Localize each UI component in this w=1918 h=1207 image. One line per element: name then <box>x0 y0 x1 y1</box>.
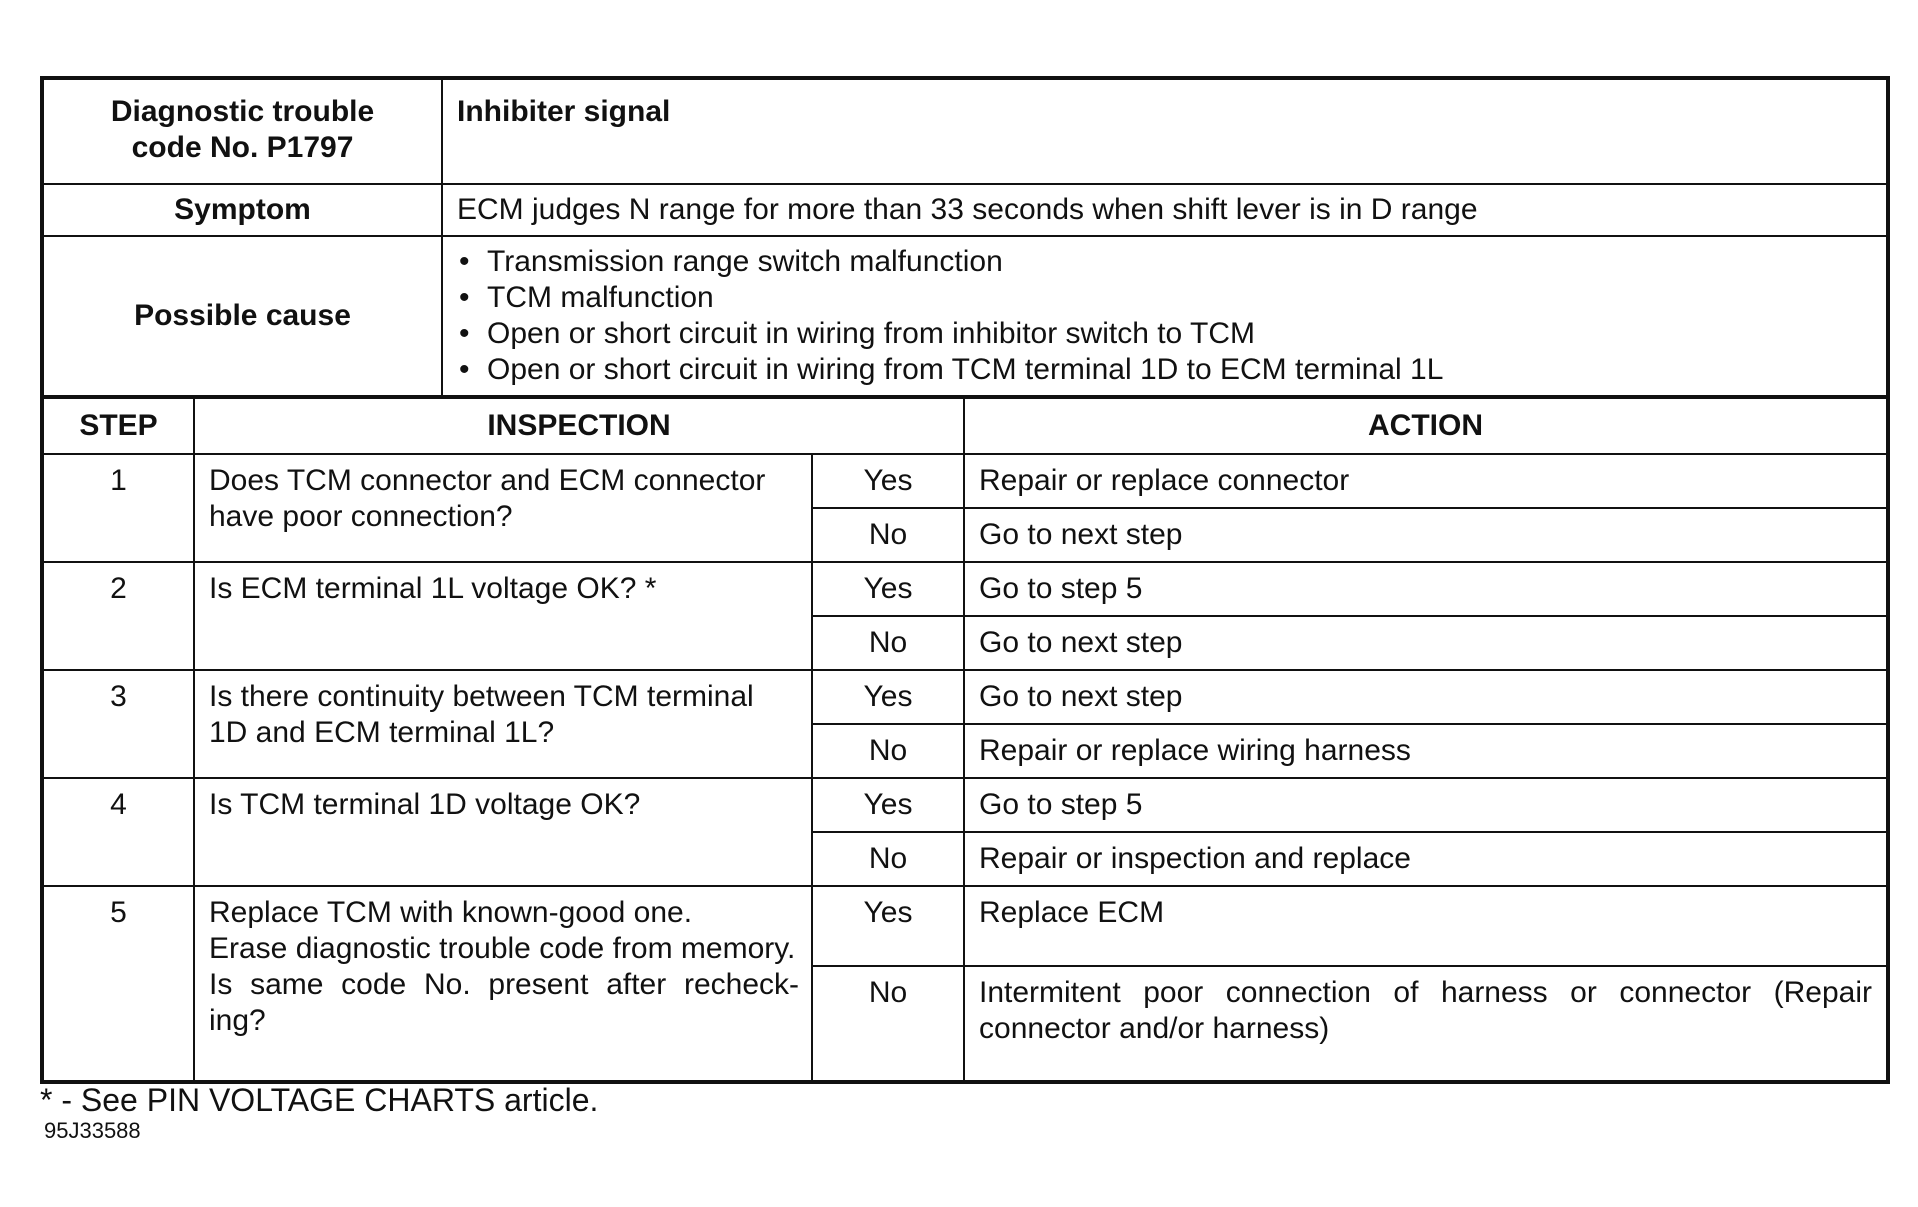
dtc-value: Inhibiter signal <box>442 78 1888 184</box>
yes-label: Yes <box>812 454 964 508</box>
footnote: * - See PIN VOLTAGE CHARTS article. <box>40 1082 599 1118</box>
step-number: 2 <box>42 562 194 670</box>
figure-id: 95J33588 <box>44 1118 141 1143</box>
yes-label: Yes <box>812 886 964 966</box>
inspection-text <box>194 886 812 1082</box>
steps-header-row <box>42 398 1888 454</box>
cause-item: • Transmission range switch malfunction <box>457 244 1872 280</box>
inspection-text: Is ECM terminal 1L voltage OK? * <box>194 562 812 670</box>
yes-action: Repair or replace connector <box>964 454 1888 508</box>
inspection-text: Is there continuity between TCM terminal 1D and ECM terminal 1L? <box>194 670 812 778</box>
symptom-row <box>42 184 1888 236</box>
column-header-inspection: INSPECTION <box>194 398 964 454</box>
cause-item: • Open or short circuit in wiring from inhibitor switch to TCM <box>457 316 1872 352</box>
no-action: Repair or replace wiring harness <box>964 724 1888 778</box>
no-label: No <box>812 832 964 886</box>
diagnostic-chart <box>40 76 1890 1084</box>
yes-action: Go to step 5 <box>964 778 1888 832</box>
no-action: Go to next step <box>964 616 1888 670</box>
table-row <box>42 886 1888 966</box>
no-label: No <box>812 724 964 778</box>
no-label: No <box>812 966 964 1082</box>
inspection-text: Does TCM connector and ECM connector have poor connection? <box>194 454 812 562</box>
step-number: 5 <box>42 886 194 1082</box>
symptom-label: Symptom <box>42 184 442 236</box>
dtc-header-table <box>40 76 1890 397</box>
dtc-row <box>42 78 1888 184</box>
no-action: Intermitent poor connection of harness or connector (Repair connector and/or harness) <box>964 966 1888 1082</box>
symptom-value: ECM judges N range for more than 33 seconds when shift lever is in D range <box>442 184 1888 236</box>
column-header-step: STEP <box>42 398 194 454</box>
yes-action: Replace ECM <box>964 886 1888 966</box>
table-row <box>42 562 1888 616</box>
step-number: 4 <box>42 778 194 886</box>
table-row <box>42 454 1888 508</box>
yes-action: Go to step 5 <box>964 562 1888 616</box>
inspection-line: Is same code No. present after recheck-ing? <box>209 968 799 1037</box>
cause-item: • TCM malfunction <box>457 280 1872 316</box>
possible-cause-list-cell <box>442 236 1888 396</box>
possible-cause-list <box>457 244 1872 388</box>
dtc-label: Diagnostic trouble code No. P1797 <box>42 78 442 184</box>
inspection-line: Replace TCM with known-good one. <box>209 896 693 929</box>
steps-table <box>40 397 1890 1084</box>
possible-cause-label: Possible cause <box>42 236 442 396</box>
no-label: No <box>812 508 964 562</box>
table-row <box>42 778 1888 832</box>
column-header-action: ACTION <box>964 398 1888 454</box>
yes-action: Go to next step <box>964 670 1888 724</box>
step-number: 1 <box>42 454 194 562</box>
no-label: No <box>812 616 964 670</box>
yes-label: Yes <box>812 562 964 616</box>
no-action: Go to next step <box>964 508 1888 562</box>
inspection-line: Erase diagnostic trouble code from memory. <box>209 932 796 965</box>
no-action: Repair or inspection and replace <box>964 832 1888 886</box>
possible-cause-row <box>42 236 1888 396</box>
yes-label: Yes <box>812 778 964 832</box>
inspection-text: Is TCM terminal 1D voltage OK? <box>194 778 812 886</box>
yes-label: Yes <box>812 670 964 724</box>
step-number: 3 <box>42 670 194 778</box>
table-row <box>42 670 1888 724</box>
cause-item: • Open or short circuit in wiring from TCM terminal 1D to ECM terminal 1L <box>457 352 1872 388</box>
